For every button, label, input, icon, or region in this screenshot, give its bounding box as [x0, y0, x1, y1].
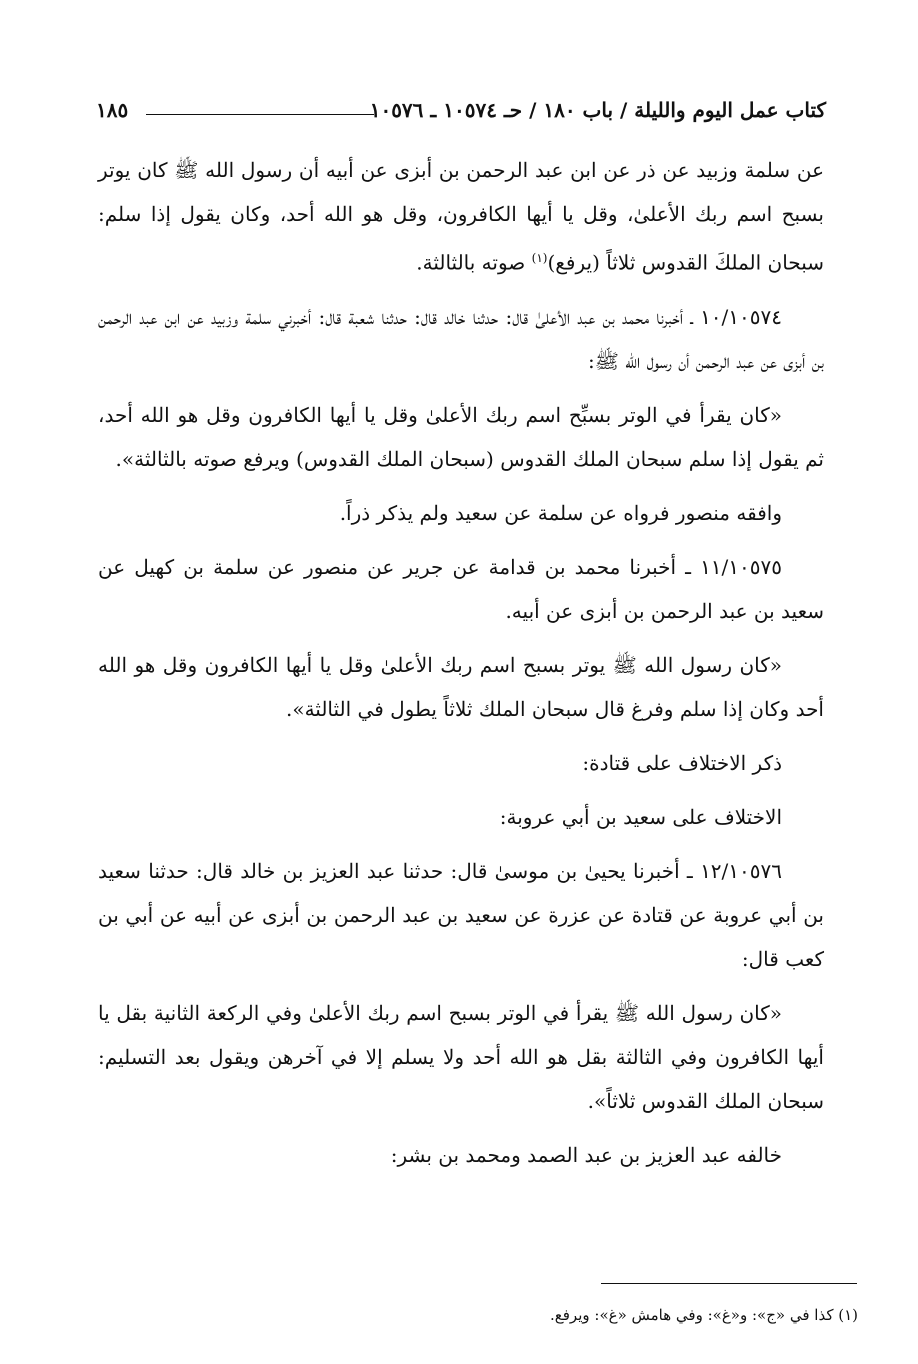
footnote: (١) كذا في «ج»: و«غ»: وفي هامش «غ»: ويرفع. — [550, 1306, 858, 1324]
heading-qatada: ذكر الاختلاف على قتادة: — [582, 750, 782, 775]
hadith-10575-isnad: ١١/١٠٥٧٥ ـ أخبرنا محمد بن قدامة عن جرير عن منصور عن سلمة بن كهيل عن سعيد بن عبد الرحمن بن أبزى عن أبيه. — [98, 554, 824, 623]
paragraph-text-tail: صوته بالثالثة. — [416, 250, 532, 275]
footnote-marker: (١) — [531, 251, 548, 265]
running-header — [96, 94, 826, 130]
page-body — [98, 148, 824, 1187]
heading-ibn-abi-aruba: الاختلاف على سعيد بن أبي عروبة: — [499, 804, 782, 829]
hadith-10574-matn: «كان يقرأ في الوتر بسبِّح اسم ربك الأعلىٰ وقل يا أيها الكافرون وقل هو الله أحد، ثم يقول إذا سلم سبحان الملك القدوس (سبحان الملك القدوس) ويرفع صوته بالثالثة». — [98, 402, 824, 471]
footnote-rule — [601, 1283, 857, 1284]
hadith-10575-matn: «كان رسول الله ﷺ يوتر بسبح اسم ربك الأعلىٰ وقل يا أيها الكافرون وقل هو الله أحد وكان إذا سلم وفرغ قال سبحان الملك ثلاثاً يطول في الثالثة». — [98, 652, 824, 721]
hadith-10574-isnad: ١٠/١٠٥٧٤ ـ أخبرنا محمد بن عبد الأعلىٰ قال: حدثنا خالد قال: حدثنا شعبة قال: أخبرني سلمة وزبيد عن ابن عبد الرحمن بن أبزى عن عبد الرحمن أن رسول الله ﷺ: — [98, 304, 824, 373]
header-rule — [146, 114, 374, 115]
closing-note: خالفه عبد العزيز بن عبد الصمد ومحمد بن بشر: — [390, 1142, 782, 1167]
hadith-10576-isnad: ١٢/١٠٥٧٦ ـ أخبرنا يحيىٰ بن موسىٰ قال: حدثنا عبد العزيز بن خالد قال: حدثنا سعيد بن أبي عروبة عن قتادة عن عزرة عن سعيد بن عبد الرحمن بن أبزى عن أبيه عن أبي بن كعب قال: — [98, 858, 824, 971]
hadith-10576-matn: «كان رسول الله ﷺ يقرأ في الوتر بسبح اسم ربك الأعلىٰ وفي الركعة الثانية بقل يا أيها الكافرون وفي الثالثة بقل هو الله أحد ولا يسلم إلا في آخرهن ويقول بعد التسليم: سبحان الملك القدوس ثلاثاً». — [98, 1000, 824, 1113]
page-number: ١٨٥ — [96, 98, 129, 122]
paragraph-continuation — [98, 148, 824, 285]
paragraph-text: عن سلمة وزبيد عن ذر عن ابن عبد الرحمن بن أبزى عن أبيه أن رسول الله ﷺ كان يوتر بسبح اسم ربك الأعلىٰ، وقل يا أيها الكافرون، وقل هو الله أحد، وكان يقول إذا سلم: سبحان الملكَ القدوس ثلاثاً (يرفع) — [98, 158, 824, 275]
header-title: كتاب عمل اليوم والليلة / باب ١٨٠ / حـ ١٠٥٧٤ ـ ١٠٥٧٦ — [369, 98, 826, 122]
note-mansur: وافقه منصور فرواه عن سلمة عن سعيد ولم يذكر ذراً. — [339, 500, 782, 525]
